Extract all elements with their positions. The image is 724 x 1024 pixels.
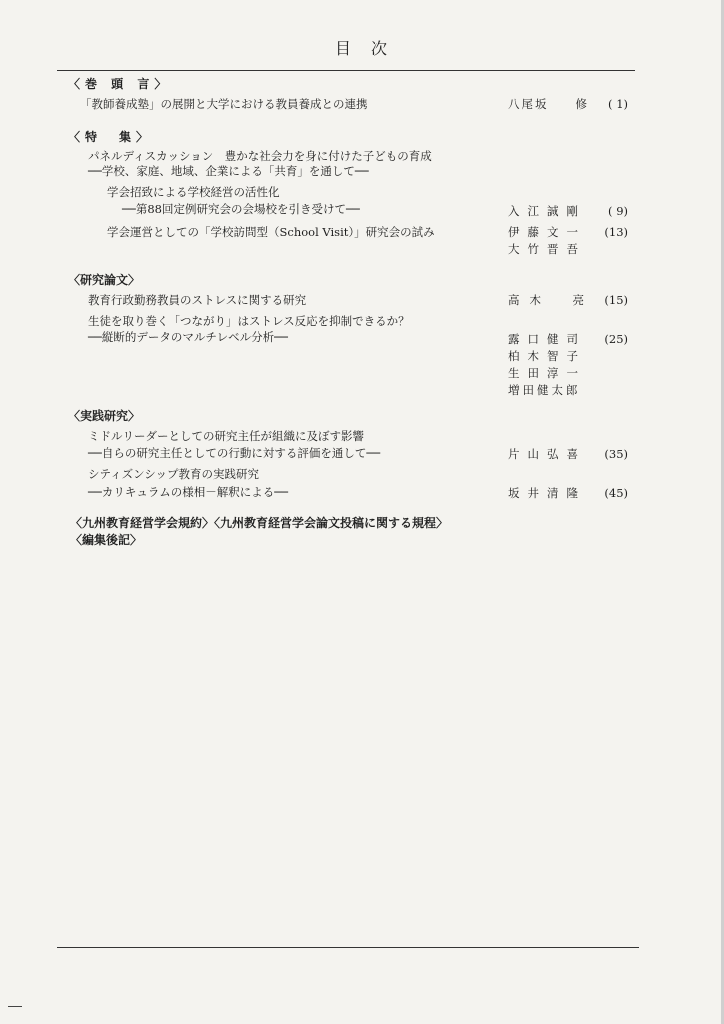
entry-author: 片山弘喜	[508, 447, 586, 461]
entry-author: 大竹晋吾	[508, 242, 586, 256]
corner-mark	[8, 1006, 22, 1007]
section-heading-research: 〈研究論文〉	[68, 273, 141, 287]
entry-author: 柏木智子	[508, 349, 586, 363]
entry-title: シティズンシップ教育の実践研究	[88, 467, 260, 481]
entry-subtitle: ──縦断的データのマルチレベル分析──	[88, 330, 288, 344]
entry-page: (13)	[604, 225, 628, 239]
footer-item-editorial: 〈編集後記〉	[70, 533, 143, 547]
entry-subtitle: ──学校、家庭、地域、企業による「共育」を通して──	[88, 164, 369, 178]
page-title: 目 次	[334, 39, 389, 58]
entry-title: パネルディスカッション 豊かな社会力を身に付けた子どもの育成	[88, 149, 432, 163]
entry-title: 教育行政勤務教員のストレスに関する研究	[88, 293, 307, 307]
entry-title: 「教師養成塾」の展開と大学における教員養成との連携	[80, 97, 368, 111]
section-heading-preface: 〈巻 頭 言〉	[68, 77, 172, 91]
entry-author: 露口健司	[508, 332, 586, 346]
entry-author: 増田健太郎	[508, 383, 581, 397]
entry-subtitle: ──カリキュラムの様相－解釈による──	[88, 485, 289, 499]
entry-author: 生田淳一	[508, 366, 586, 380]
entry-page: (45)	[604, 486, 628, 500]
section-heading-special: 〈特 集〉	[68, 130, 154, 144]
section-heading-practice: 〈実践研究〉	[68, 409, 141, 423]
entry-page: (35)	[604, 447, 628, 461]
entry-author: 高木 亮	[508, 293, 594, 307]
entry-page: ( 1)	[608, 97, 628, 111]
entry-page: (25)	[604, 332, 628, 346]
entry-title: ミドルリーダーとしての研究主任が組織に及ぼす影響	[88, 429, 364, 443]
entry-title: 生徒を取り巻く「つながり」はストレス反応を抑制できるか？	[88, 314, 410, 328]
entry-author: 八尾坂 修	[508, 97, 589, 111]
entry-page: (15)	[604, 293, 628, 307]
entry-title: 学会運営としての「学校訪問型（School Visit）」研究会の試み	[107, 225, 435, 239]
entry-subtitle: ──自らの研究主任としての行動に対する評価を通して──	[88, 446, 381, 460]
header-rule	[57, 70, 635, 71]
entry-author: 伊藤文一	[508, 225, 586, 239]
entry-author: 坂井清隆	[508, 486, 586, 500]
footer-item-regulations: 〈九州教育経営学会規約〉〈九州教育経営学会論文投稿に関する規程〉	[70, 516, 449, 530]
entry-page: ( 9)	[608, 204, 628, 218]
footer-rule	[57, 947, 639, 948]
entry-author: 入江誠剛	[508, 204, 586, 218]
entry-title: 学会招致による学校経営の活性化	[107, 185, 280, 199]
entry-subtitle: ──第88回定例研究会の会場校を引き受けて──	[122, 202, 360, 216]
